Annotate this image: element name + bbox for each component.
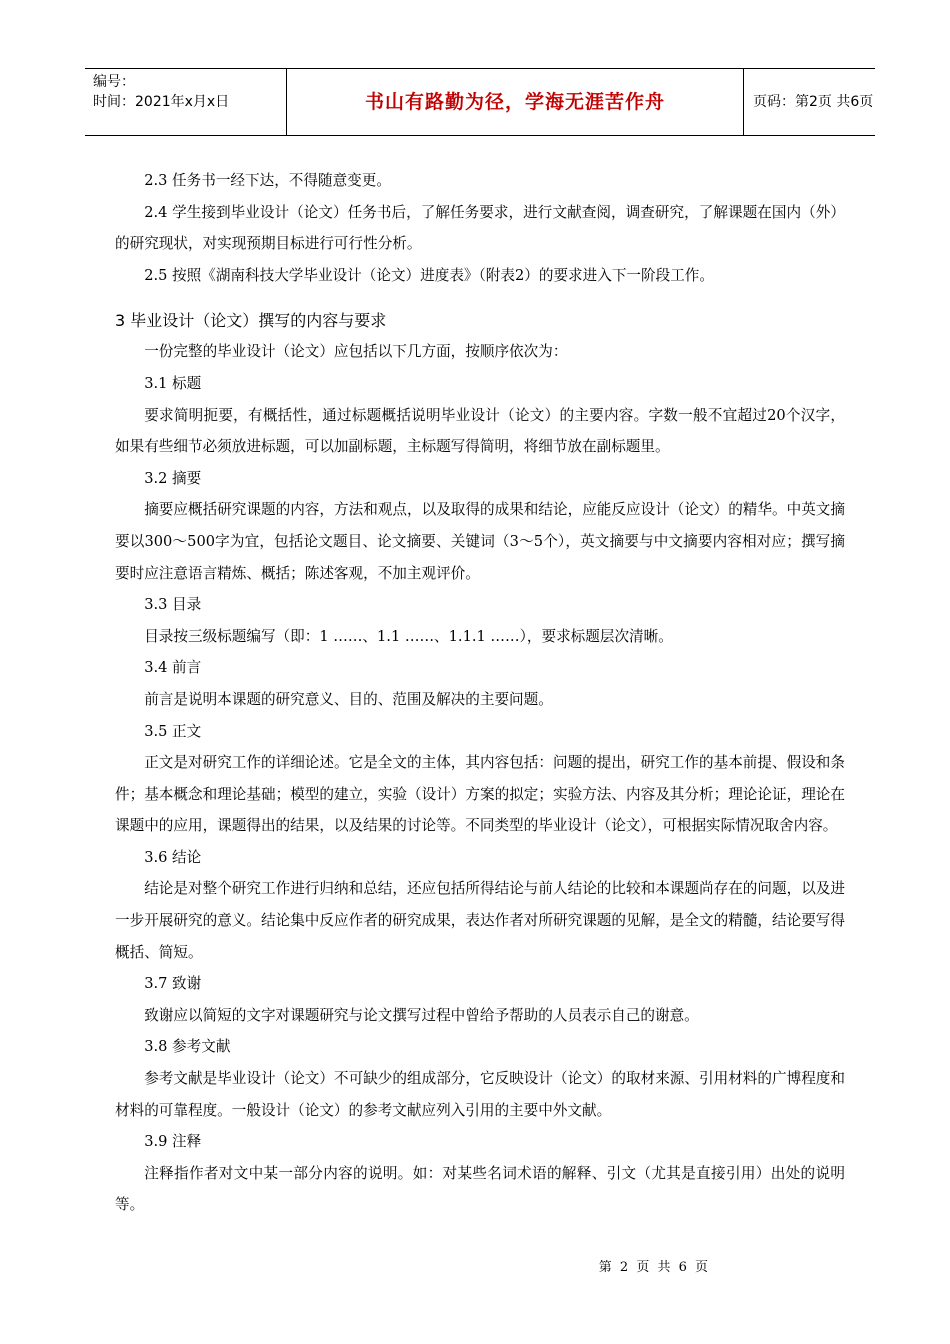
subsection-title: 3.8 参考文献 (144, 1038, 231, 1056)
subsection-body: 前言是说明本课题的研究意义、目的、范围及解决的主要问题。 (144, 690, 553, 708)
subsection-title: 3.2 摘要 (144, 469, 202, 487)
paragraph-2-3: 2.3 任务书一经下达，不得随意变更。 (144, 172, 391, 189)
paragraph-2-4: 2.4 学生接到毕业设计（论文）任务书后，了解任务要求，进行文献查阅，调查研究，了解课题在国内（外）的研究现状，对实现预期目标进行可行性分析。 (115, 203, 845, 253)
subsection-body: 结论是对整个研究工作进行归纳和总结，还应包括所得结论与前人结论的比较和本课题尚存在的问题，以及进一步开展研究的意义。结论集中反应作者的研究成果，表达作者对所研究课题的见解，是全文的精髓，结论要写得概括、简短。 (115, 880, 845, 961)
page-header (85, 68, 875, 136)
section-3-heading: 3 毕业设计（论文）撰写的内容与要求 (115, 311, 387, 331)
subsection-body: 注释指作者对文中某一部分内容的说明。如：对某些名词术语的解释、引文（尤其是直接引用）出处的说明等。 (115, 1164, 845, 1214)
subsection-title: 3.6 结论 (144, 848, 202, 866)
section-3-intro: 一份完整的毕业设计（论文）应包括以下几方面，按顺序依次为： (144, 343, 568, 361)
paragraph-2-5: 2.5 按照《湖南科技大学毕业设计（论文）进度表》（附表2）的要求进入下一阶段工作。 (144, 266, 714, 284)
header-motto: 书山有路勤为径，学海无涯苦作舟 (286, 69, 744, 135)
header-page-info: 页码：第2页 共6页 (753, 94, 874, 110)
document-body (115, 165, 845, 1221)
subsection-body: 目录按三级标题编写（即：1 ……、1.1 ……、1.1.1 ……），要求标题层次清晰。 (144, 627, 673, 645)
subsection-title: 3.4 前言 (144, 659, 202, 677)
subsection-body: 致谢应以简短的文字对课题研究与论文撰写过程中曾给予帮助的人员表示自己的谢意。 (144, 1006, 699, 1024)
subsection-body: 正文是对研究工作的详细论述。它是全文的主体，其内容包括：问题的提出，研究工作的基本前提、假设和条件；基本概念和理论基础；模型的建立，实验（设计）方案的拟定；实验方法、内容及其分析；理论论证，理论在课题中的应用，课题得出的结果，以及结果的讨论等。不同类型的毕业设计（论文），可根据实际情况取舍内容。 (115, 754, 845, 835)
subsection-body: 参考文献是毕业设计（论文）不可缺少的组成部分，它反映设计（论文）的取材来源、引用材料的广博程度和材料的可靠程度。一般设计（论文）的参考文献应列入引用的主要中外文献。 (115, 1070, 845, 1119)
subsection-body: 摘要应概括研究课题的内容，方法和观点，以及取得的成果和结论，应能反应设计（论文）的精华。中英文摘要以300～500字为宜，包括论文题目、论文摘要、关键词（3～5个），英文摘要与中文摘要内容相对应；撰写摘要时应注意语言精炼、概括；陈述客观，不加主观评价。 (115, 501, 845, 582)
time-label: 时间：2021年x月x日 (93, 94, 230, 110)
subsection-title: 3.7 致谢 (144, 975, 202, 993)
subsection-title: 3.1 标题 (144, 374, 202, 392)
subsection-body: 要求简明扼要，有概括性，通过标题概括说明毕业设计（论文）的主要内容。字数一般不宜超过20个汉字，如果有些细节必须放进标题，可以加副标题，主标题写得简明，将细节放在副标题里。 (115, 406, 845, 456)
number-label: 编号： (93, 74, 135, 90)
subsection-title: 3.5 正文 (144, 722, 202, 740)
page-footer: 第 2 页 共 6 页 (598, 1260, 710, 1275)
subsection-title: 3.9 注释 (144, 1133, 202, 1151)
subsection-title: 3.3 目录 (144, 596, 202, 614)
header-left-cell (85, 69, 286, 135)
